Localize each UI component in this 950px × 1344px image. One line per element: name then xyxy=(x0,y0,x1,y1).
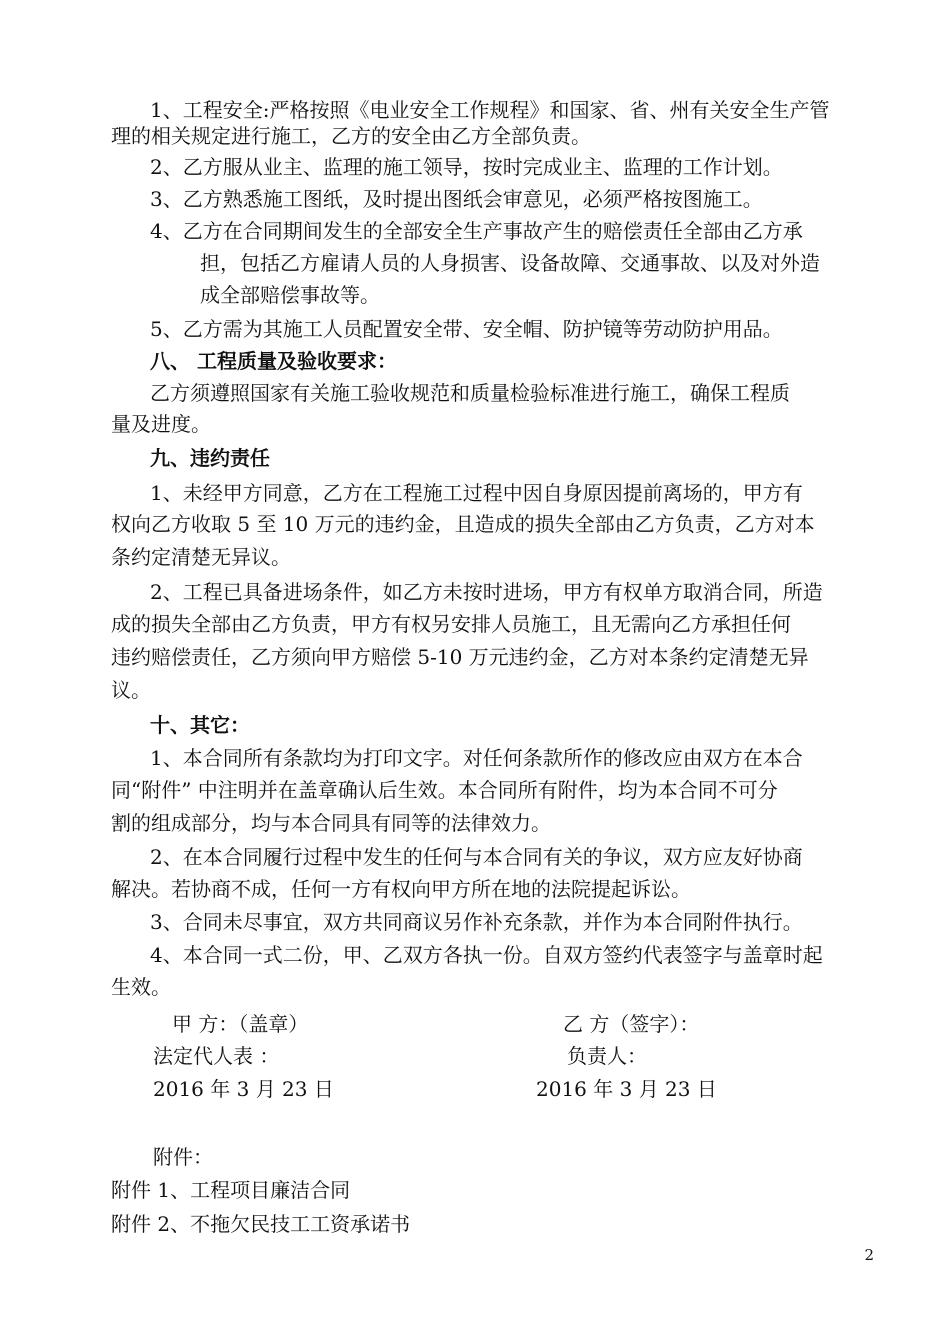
s9-item1-line2: 权向乙方收取 5 至 10 万元的违约金，且造成的损失全部由乙方负责，乙方对本 xyxy=(111,512,815,536)
s7-item3: 3、乙方熟悉施工图纸，及时提出图纸会审意见，必须严格按图施工。 xyxy=(150,187,763,211)
s8-para-line1: 乙方须遵照国家有关施工验收规范和质量检验标准进行施工，确保工程质 xyxy=(150,381,790,405)
s8-para-line2: 量及进度。 xyxy=(111,412,211,436)
s10-item4-line1: 4、本合同一式二份，甲、乙双方各执一份。自双方签约代表签字与盖章时起 xyxy=(150,943,823,967)
s7-item1-line2: 理的相关规定进行施工，乙方的安全由乙方全部负责。 xyxy=(111,124,591,148)
s10-item1-line3: 割的组成部分，均与本合同具有同等的法律效力。 xyxy=(111,811,551,835)
section10-heading: 十、其它： xyxy=(150,713,250,737)
page-number: 2 xyxy=(864,1246,874,1264)
s10-item3: 3、合同未尽事宜，双方共同商议另作补充条款，并作为本合同附件执行。 xyxy=(150,910,803,934)
party-a-rep-label: 法定代人表 ： xyxy=(153,1044,280,1068)
attachment-item-2: 附件 2、不拖欠民技工工资承诺书 xyxy=(111,1212,411,1236)
attachment-item-1: 附件 1、工程项目廉洁合同 xyxy=(111,1178,351,1202)
s9-item2-line1: 2、工程已具备进场条件，如乙方未按时进场，甲方有权单方取消合同，所造 xyxy=(150,580,823,604)
s7-item2: 2、乙方服从业主、监理的施工领导，按时完成业主、监理的工作计划。 xyxy=(150,155,783,179)
party-b-rep-label: 负责人： xyxy=(567,1044,647,1068)
s7-item4-line1: 4、乙方在合同期间发生的全部安全生产事故产生的赔偿责任全部由乙方承 xyxy=(150,219,803,243)
s9-item2-line3: 违约赔偿责任，乙方须向甲方赔偿 5-10 万元违约金，乙方对本条约定清楚无异 xyxy=(111,645,809,669)
s7-item1-line1: 1、工程安全:严格按照《电业安全工作规程》和国家、省、州有关安全生产管 xyxy=(150,98,830,122)
party-b-date: 2016 年 3 月 23 日 xyxy=(536,1077,717,1101)
s10-item2-line2: 解决。若协商不成，任何一方有权向甲方所在地的法院提起诉讼。 xyxy=(111,877,691,901)
attachments-label: 附件： xyxy=(153,1145,213,1169)
s9-item1-line1: 1、未经甲方同意，乙方在工程施工过程中因自身原因提前离场的，甲方有 xyxy=(150,481,803,505)
s9-item1-line3: 条约定清楚无异议。 xyxy=(111,545,291,569)
section9-heading: 九、违约责任 xyxy=(150,446,270,470)
s10-item4-line2: 生效。 xyxy=(111,975,171,999)
section8-heading: 八、 工程质量及验收要求： xyxy=(150,349,397,373)
s7-item5: 5、乙方需为其施工人员配置安全带、安全帽、防护镜等劳动防护用品。 xyxy=(150,317,783,341)
party-a-date: 2016 年 3 月 23 日 xyxy=(153,1077,334,1101)
s10-item2-line1: 2、在本合同履行过程中发生的任何与本合同有关的争议，双方应友好协商 xyxy=(150,845,803,869)
s7-item4-line3: 成全部赔偿事故等。 xyxy=(200,283,380,307)
s9-item2-line2: 成的损失全部由乙方负责，甲方有权另安排人员施工，且无需向乙方承担任何 xyxy=(111,612,791,636)
s10-item1-line1: 1、本合同所有条款均为打印文字。对任何条款所作的修改应由双方在本合 xyxy=(150,746,803,770)
s7-item4-line2: 担，包括乙方雇请人员的人身损害、设备故障、交通事故、以及对外造 xyxy=(200,251,820,275)
party-a-label: 甲 方：（盖章） xyxy=(172,1012,309,1036)
s9-item2-line4: 议。 xyxy=(111,678,151,702)
party-b-label: 乙 方（签字）： xyxy=(563,1012,700,1036)
s10-item1-line2: 同“附件” 中注明并在盖章确认后生效。本合同所有附件，均为本合同不可分 xyxy=(111,778,778,802)
